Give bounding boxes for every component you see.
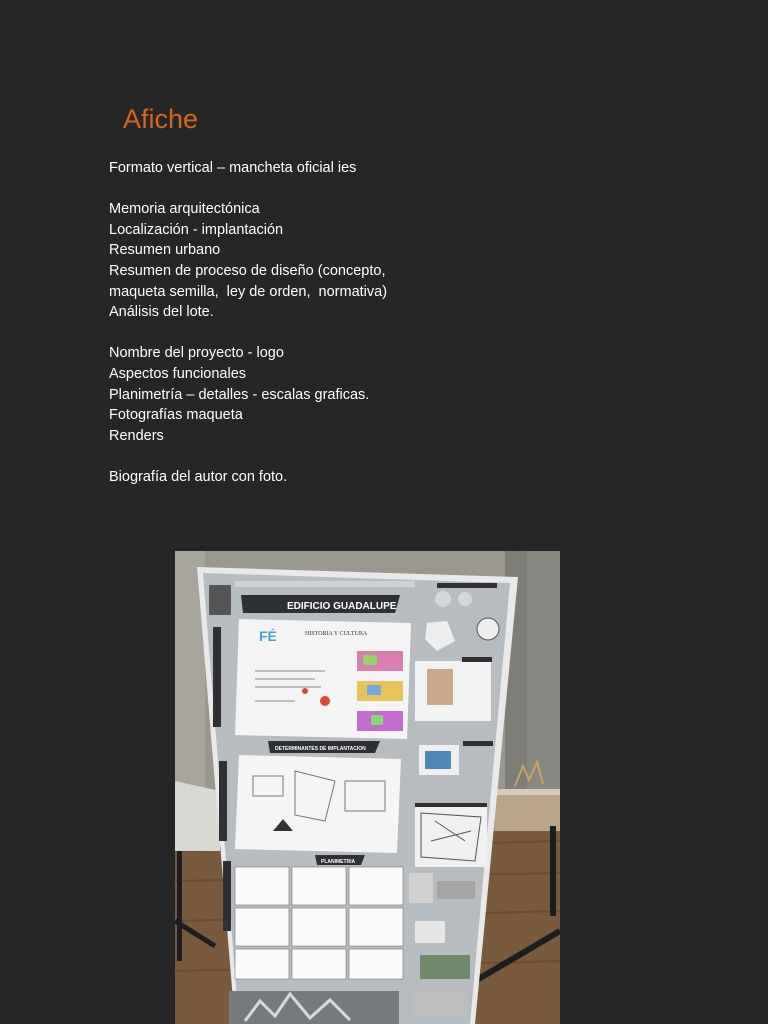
list-line [109,446,387,467]
list-line: Localización - implantación [109,221,284,238]
list-line: Memoria arquitectónica [109,201,260,218]
poster-logo: FÉ [259,628,277,644]
list-line: Renders [109,427,164,444]
list-line: Planimetría – detalles - escalas graficas. [109,386,370,403]
poster-history-heading: HISTORIA Y CULTURA [305,631,368,637]
poster-section-planimetry: PLANIMETRIA [321,859,356,865]
slide-title: Afiche [123,104,199,134]
list-line: Nombre del proyecto - logo [109,345,284,362]
list-line: Análisis del lote. [109,304,214,321]
list-line [109,179,387,200]
list-line: Resumen urbano [109,242,221,259]
list-line: Fotografías maqueta [109,407,243,424]
list-line: maqueta semilla, ley de orden, normativa) [109,283,388,300]
poster-photo [175,551,560,1024]
list-line: Resumen de proceso de diseño (concepto, [109,262,386,279]
poster-header-text: EDIFICIO GUADALUPE [287,601,397,612]
poster-section-implantation: DETERMINANTES DE IMPLANTACION [275,746,366,752]
requirements-list [109,158,387,488]
list-line [109,323,387,344]
list-line: Aspectos funcionales [109,365,247,382]
list-line: Biografía del autor con foto. [109,468,288,485]
list-line: Formato vertical – mancheta oficial ies [109,160,357,176]
